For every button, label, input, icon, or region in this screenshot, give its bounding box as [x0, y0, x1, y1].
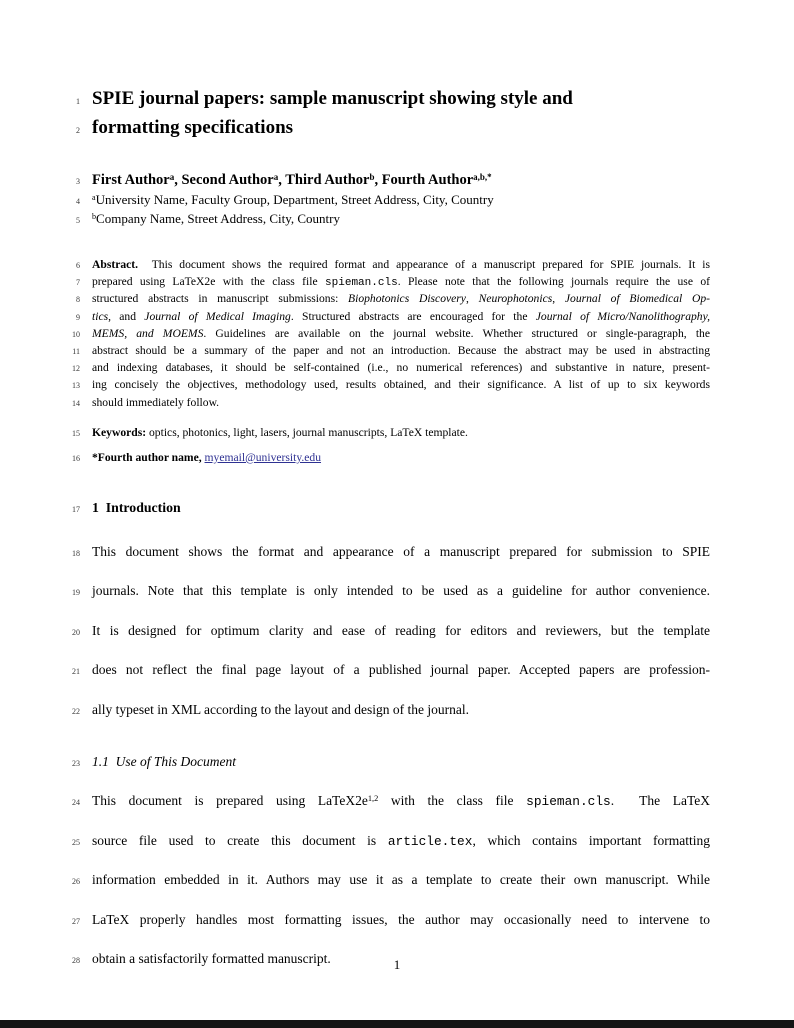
text-segment: and indexing databases, it should be self-contained (i.e., no numerical references) and substantive in nature, present-: [92, 361, 710, 375]
line-number: 21: [72, 667, 80, 677]
doc-line: [60, 171, 710, 191]
line-text: [92, 171, 710, 191]
line-number: 6: [76, 261, 80, 270]
line-text: [92, 395, 710, 411]
text-segment: Journal of Medical Imaging: [144, 309, 291, 323]
text-segment: does not reflect the final page layout of a published journal paper. Accepted papers are profession-: [92, 662, 710, 678]
doc-line: [60, 309, 710, 326]
text-segment: . Guidelines are available on the journal website. Whether structured or single-paragraph, the: [203, 326, 710, 340]
doc-line: [60, 901, 710, 941]
text-segment: This document is prepared using LaTeX2e: [92, 793, 368, 809]
doc-line: [60, 449, 710, 467]
line-text: [92, 360, 710, 376]
line-text: [92, 343, 710, 359]
text-segment: First Author: [92, 172, 170, 188]
doc-line: [60, 274, 710, 291]
block-abstract: [60, 257, 710, 412]
line-number: 24: [72, 798, 80, 808]
line-text: [92, 274, 710, 291]
text-segment: , and: [108, 309, 145, 323]
email-link[interactable]: myemail@university.edu: [204, 450, 322, 464]
text-segment: Biophotonics Discovery: [348, 292, 466, 306]
line-text: [92, 861, 710, 899]
text-segment: Company Name, Street Address, City, Country: [96, 211, 340, 226]
text-segment: journals. Note that this template is only intended to be used as a guideline for author convenience.: [92, 583, 710, 599]
text-segment: Neurophotonics: [478, 292, 553, 306]
doc-line: [60, 691, 710, 731]
line-number: 28: [72, 956, 80, 966]
line-number: 3: [76, 177, 80, 186]
block-footnote: [60, 449, 710, 467]
line-number: 4: [76, 197, 80, 206]
viewer-bottom-edge: [0, 1020, 794, 1028]
text-segment: a,b,*: [473, 171, 492, 182]
doc-line: [60, 612, 710, 652]
line-number: 22: [72, 706, 80, 716]
text-segment: ,: [552, 292, 565, 306]
text-segment: a: [273, 171, 279, 182]
text-segment: MEMS, and MOEMS: [92, 326, 204, 340]
line-text: [92, 612, 710, 650]
line-number: 12: [72, 364, 80, 374]
doc-line: [60, 343, 710, 360]
text-segment: 1,2: [367, 794, 379, 804]
text-segment: b: [369, 171, 375, 182]
doc-line: [60, 861, 710, 901]
text-segment: 1 Introduction: [92, 499, 181, 515]
line-number: 5: [76, 216, 80, 225]
line-number: 16: [72, 453, 80, 463]
text-segment: should immediately follow.: [92, 395, 220, 409]
text-segment: Journal of Biomedical Op-: [564, 292, 710, 306]
line-number: 23: [72, 759, 80, 769]
line-text: [92, 691, 710, 729]
doc-line: [60, 572, 710, 612]
text-segment: tics: [92, 309, 109, 323]
text-segment: prepared using LaTeX2e with the class file: [92, 275, 325, 289]
line-text: [92, 752, 710, 772]
text-segment: ,: [465, 292, 479, 306]
text-segment: . Please note that the following journals require the use of: [397, 275, 710, 289]
document-lines: [60, 86, 710, 980]
text-segment: spieman.cls: [526, 794, 611, 810]
line-number: 1: [76, 97, 80, 106]
text-segment: This document shows the required format and appearance of a manuscript prepared for SPIE journals. It is: [138, 258, 710, 271]
text-segment: with the class file: [378, 793, 527, 809]
block-intro-paragraph: [60, 533, 710, 731]
line-text: [92, 191, 710, 210]
line-text: [92, 572, 710, 610]
doc-line: [60, 257, 710, 274]
text-segment: a: [92, 192, 96, 202]
text-segment: , Second Author: [174, 172, 274, 188]
line-text: [92, 309, 710, 325]
line-text: [92, 377, 710, 393]
line-number: 8: [76, 295, 80, 305]
text-segment: Abstract.: [92, 258, 139, 271]
line-number: 27: [72, 916, 80, 926]
doc-line: [60, 499, 710, 519]
text-segment: It is designed for optimum clarity and ease of reading for editors and reviewers, but the template: [92, 622, 710, 638]
text-segment: Journal of Micro/Nanolithography,: [535, 309, 710, 323]
doc-line: [60, 533, 710, 573]
line-text: [92, 257, 710, 273]
line-number: 9: [76, 312, 80, 322]
text-segment: , Fourth Author: [374, 172, 474, 188]
block-title: [60, 86, 710, 144]
line-text: [92, 499, 710, 517]
text-segment: ing concisely the objectives, methodology used, results obtained, and their significance. A list of up to six keywords: [92, 378, 710, 392]
block-keywords: [60, 424, 710, 442]
line-number: 19: [72, 588, 80, 598]
line-number: 17: [72, 504, 80, 514]
text-segment: Keywords:: [92, 425, 147, 439]
text-segment: ally typeset in XML according to the layout and design of the journal.: [92, 701, 470, 717]
doc-line: [60, 191, 710, 210]
line-text: [92, 533, 710, 571]
line-number: 26: [72, 877, 80, 887]
block-subsection-heading: [60, 752, 710, 774]
line-number: 11: [72, 347, 80, 357]
doc-line: [60, 86, 710, 115]
text-segment: source file used to create this document is: [92, 832, 388, 848]
text-segment: optics, photonics, light, lasers, journal manuscripts, LaTeX template.: [146, 425, 468, 439]
text-segment: abstract should be a summary of the paper and not an introduction. Because the abstract may be used in abstracting: [92, 344, 710, 358]
text-segment: obtain a satisfactorily formatted manuscript.: [92, 951, 331, 967]
text-segment: article.tex: [387, 833, 473, 849]
line-text: [92, 210, 710, 229]
block-usage-paragraph: [60, 782, 710, 980]
text-segment: , Third Author: [278, 172, 370, 188]
text-segment: . The LaTeX: [610, 793, 711, 809]
text-segment: b: [92, 211, 97, 221]
text-segment: SPIE journal papers: sample manuscript showing style and: [92, 88, 573, 109]
doc-line: [60, 822, 710, 862]
text-segment: *Fourth author name,: [92, 450, 205, 464]
line-text: [92, 651, 710, 689]
doc-line: [60, 377, 710, 394]
line-number: 10: [72, 329, 80, 339]
line-number: 18: [72, 548, 80, 558]
text-segment: spieman.cls: [325, 277, 398, 290]
doc-line: [60, 210, 710, 229]
doc-line: [60, 291, 710, 308]
line-text: [92, 115, 710, 141]
line-text: [92, 901, 710, 939]
line-number: 2: [76, 126, 80, 135]
text-segment: structured abstracts in manuscript submissions:: [92, 292, 349, 306]
line-text: [92, 424, 710, 441]
doc-line: [60, 360, 710, 377]
doc-line: [60, 651, 710, 691]
line-text: [92, 326, 710, 342]
line-text: [92, 822, 710, 861]
text-segment: This document shows the format and appearance of a manuscript prepared for submission to SPIE: [92, 543, 710, 559]
line-number: 14: [72, 398, 80, 408]
text-segment: a: [169, 171, 175, 182]
line-number: 20: [72, 627, 80, 637]
doc-line: [60, 115, 710, 144]
line-number: 15: [72, 428, 80, 438]
page-number: 1: [393, 957, 401, 972]
doc-line: [60, 424, 710, 442]
text-segment: University Name, Faculty Group, Department, Street Address, City, Country: [95, 192, 494, 207]
doc-line: [60, 752, 710, 774]
doc-line: [60, 326, 710, 343]
block-affiliations: [60, 191, 710, 229]
doc-line: [60, 395, 710, 412]
line-number: 7: [76, 278, 80, 288]
line-text: [92, 449, 710, 466]
text-segment: 1.1 Use of This Document: [92, 754, 236, 770]
line-number: 13: [72, 381, 80, 391]
text-segment: . Structured abstracts are encouraged for the: [290, 309, 536, 323]
block-section-heading: [60, 499, 710, 519]
line-text: [92, 86, 710, 112]
line-text: [92, 782, 710, 822]
doc-line: [60, 782, 710, 822]
text-segment: formatting specifications: [92, 117, 294, 138]
block-authors: [60, 171, 710, 191]
text-segment: LaTeX properly handles most formatting issues, the author may occasionally need to intervene to: [92, 911, 710, 927]
text-segment: , which contains important formatting: [472, 832, 710, 848]
line-text: [92, 291, 710, 307]
line-number: 25: [72, 837, 80, 847]
text-segment: information embedded in it. Authors may use it as a template to create their own manuscript. While: [92, 872, 710, 888]
